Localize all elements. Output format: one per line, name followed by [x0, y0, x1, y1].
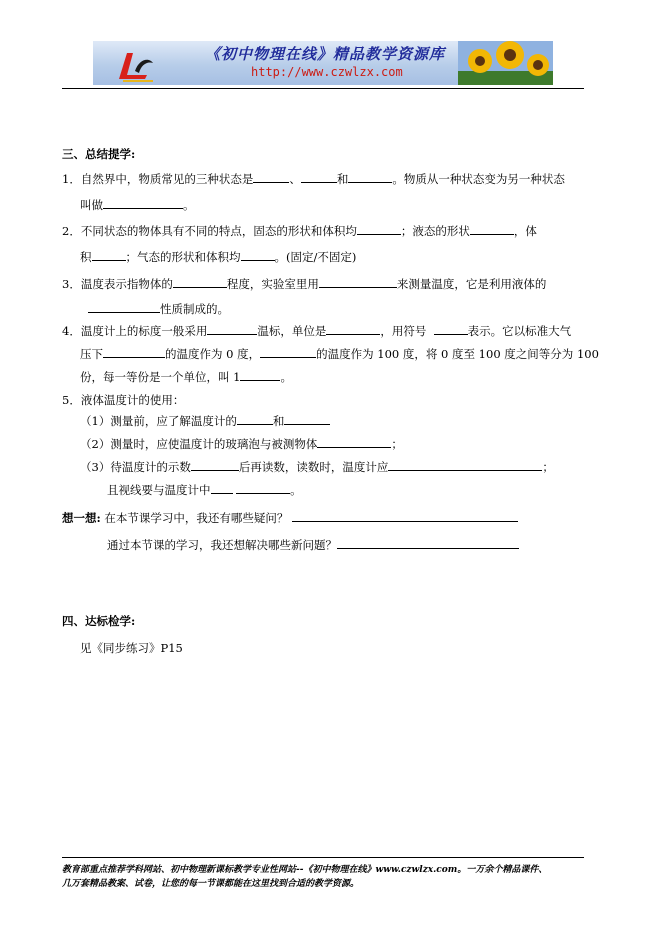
- blank-field[interactable]: [103, 347, 165, 358]
- q5-text-p3a: （3）待温度计的示数: [80, 460, 191, 474]
- footer-line-1: 教育部重点推荐学科网站、初中物理新课标教学专业性网站--《初中物理在线》www.czwlzx.com。一万余个精品课件、: [62, 865, 548, 875]
- banner-title: 《初中物理在线》精品教学资源库: [205, 45, 446, 63]
- blank-field[interactable]: [241, 250, 275, 261]
- section-4-heading: 四、达标检学:: [62, 614, 136, 628]
- q4-text-h: 份，每一等份是一个单位，叫 1: [80, 370, 241, 384]
- logo-icon: [113, 45, 157, 83]
- section-3-heading: 三、总结提学:: [62, 147, 136, 161]
- q2-text-d: 积: [80, 250, 92, 264]
- blank-field[interactable]: [317, 437, 391, 448]
- section-4-text: 见《同步练习》P15: [80, 641, 183, 655]
- blank-field[interactable]: [357, 224, 401, 235]
- question-3-line-1: [62, 277, 546, 291]
- blank-field[interactable]: [92, 250, 126, 261]
- blank-field[interactable]: [253, 172, 289, 183]
- q4-text-a: 4．温度计上的标度一般采用: [62, 324, 208, 338]
- q4-text-g: 的温度作为 100 度，将 0 度至 100 度之间等分为 100: [316, 347, 599, 361]
- blank-field[interactable]: [301, 172, 337, 183]
- q1-text-d: 。物质从一种状态变为另一种状态: [392, 172, 565, 186]
- blank-field[interactable]: [236, 483, 290, 494]
- banner-url: http://www.czwlzx.com: [251, 65, 403, 79]
- q2-text-a: 2．不同状态的物体具有不同的特点，固态的形状和体积均: [62, 224, 357, 238]
- q3-text-d: 性质制成的。: [160, 302, 229, 316]
- question-5-item-2: [80, 437, 403, 451]
- blank-field[interactable]: [240, 370, 280, 381]
- question-4-line-2: [80, 347, 599, 361]
- q3-text-b: 程度，实验室里用: [226, 277, 319, 291]
- q5-text-p1b: 和: [272, 414, 285, 428]
- think-label: 想一想:: [62, 511, 101, 525]
- q5-text-p2end: ；: [391, 437, 403, 451]
- q3-text-a: 3．温度表示指物体的: [62, 277, 173, 291]
- q5-text-p4a: 且视线要与温度计中: [107, 483, 211, 497]
- think-question-2: 通过本节课的学习，我还想解决哪些新问题？: [107, 538, 337, 552]
- question-4-line-3: [80, 370, 292, 384]
- blank-field[interactable]: [470, 224, 514, 235]
- q2-text-b: ；液态的形状: [400, 224, 470, 238]
- sunflower-icon: [458, 41, 553, 85]
- think-question-1: 在本节课学习中，我还有哪些疑问？: [104, 511, 289, 525]
- q1-text-f: 。: [183, 198, 195, 212]
- q4-text-f: 的温度作为 0 度，: [165, 347, 261, 361]
- q5-text-p4b: 。: [290, 483, 302, 497]
- q1-text-a: 1．自然界中，物质常见的三种状态是: [62, 172, 254, 186]
- q4-text-d: 表示。它以标准大气: [467, 324, 572, 338]
- blank-field[interactable]: [260, 347, 316, 358]
- question-5-item-1: [80, 414, 330, 428]
- q5-text-p1a: （1）测量前，应了解温度计的: [80, 414, 237, 428]
- q4-text-c: ，用符号: [380, 324, 427, 338]
- question-3-line-2: [88, 302, 229, 316]
- think-line-1: [62, 511, 518, 525]
- header-rule: [62, 88, 584, 89]
- header-banner: [93, 41, 553, 85]
- blank-field[interactable]: [211, 483, 233, 494]
- q4-text-b: 温标，单位是: [257, 324, 327, 338]
- q1-text-e: 叫做: [80, 198, 103, 212]
- q5-text-p3end: ；: [542, 460, 554, 474]
- q2-text-c: ，体: [513, 224, 537, 238]
- question-2-line-2: [80, 250, 356, 264]
- blank-field[interactable]: [191, 460, 239, 471]
- q2-text-e: ；气态的形状和体积均: [125, 250, 241, 264]
- footer-rule: [62, 857, 584, 858]
- q2-text-f: 。(固定/不固定): [274, 250, 357, 264]
- footer-line-2: 几万套精品教案、试卷，让您的每一节课都能在这里找到合适的教学资源。: [62, 879, 360, 889]
- question-4-line-1: [62, 324, 571, 338]
- blank-field[interactable]: [388, 460, 542, 471]
- blank-field[interactable]: [337, 538, 519, 549]
- question-2-line-1: [62, 224, 537, 238]
- blank-field[interactable]: [319, 277, 397, 288]
- question-1-line-2: [80, 198, 195, 212]
- blank-field[interactable]: [173, 277, 227, 288]
- q5-text-p3b: 后再读数，读数时，温度计应: [238, 460, 389, 474]
- q4-text-i: 。: [280, 370, 292, 384]
- blank-field[interactable]: [103, 198, 183, 209]
- q5-text-p2: （2）测量时，应使温度计的玻璃泡与被测物体: [80, 437, 318, 451]
- q4-text-e: 压下: [80, 347, 103, 361]
- blank-field[interactable]: [326, 324, 380, 335]
- blank-field[interactable]: [88, 302, 160, 313]
- think-line-2: [107, 538, 519, 552]
- q3-text-c: 来测量温度，它是利用液体的: [396, 277, 547, 291]
- blank-field[interactable]: [292, 511, 518, 522]
- question-1-line-1: [62, 172, 565, 186]
- blank-field[interactable]: [284, 414, 330, 425]
- blank-field[interactable]: [207, 324, 257, 335]
- q1-text-b: 、: [289, 172, 301, 186]
- question-5-item-3: [80, 460, 554, 474]
- blank-field[interactable]: [434, 324, 468, 335]
- blank-field[interactable]: [237, 414, 273, 425]
- blank-field[interactable]: [348, 172, 392, 183]
- q1-text-c: 和: [336, 172, 349, 186]
- question-5-item-4: [107, 483, 302, 497]
- question-5-title: 5．液体温度计的使用：: [62, 393, 185, 407]
